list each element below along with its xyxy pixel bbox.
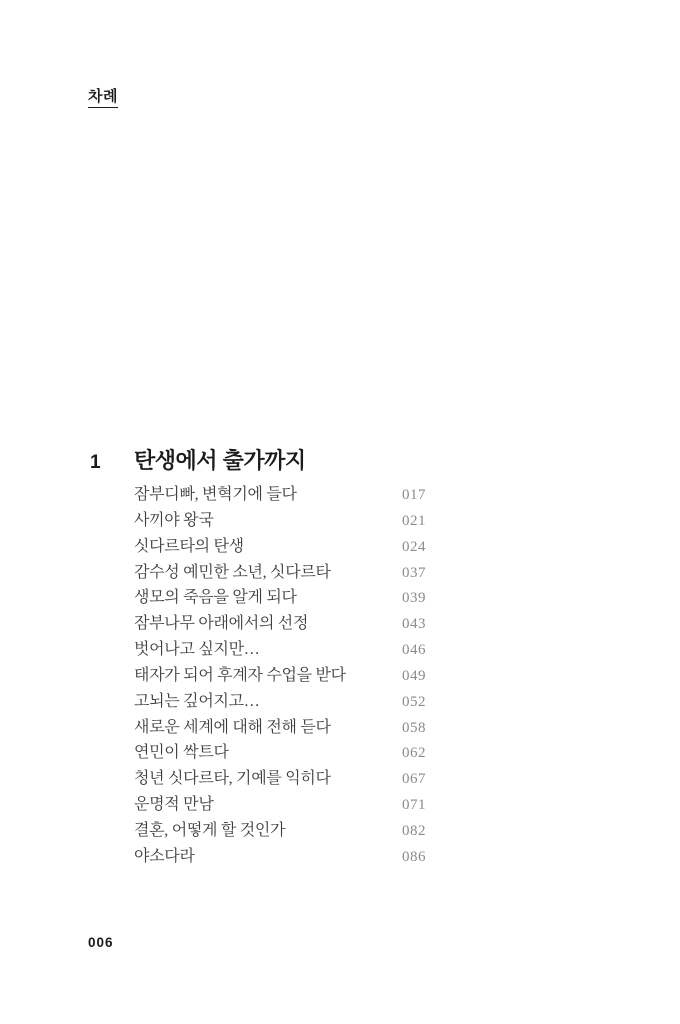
entry-title: 싯다르타의 탄생 (134, 537, 244, 555)
toc-entry (134, 534, 426, 560)
toc-entry (134, 844, 426, 870)
entry-page-number: 082 (402, 822, 426, 839)
entry-page-number: 039 (402, 590, 426, 607)
toc-entry (134, 792, 426, 818)
entry-page-number: 046 (402, 642, 426, 659)
entry-title: 새로운 세계에 대해 전해 듣다 (134, 718, 331, 736)
entry-title: 야소다라 (134, 847, 195, 865)
toc-entry (134, 585, 426, 611)
entry-page-number: 058 (402, 719, 426, 736)
toc-entry (134, 818, 426, 844)
toc-entry (134, 766, 426, 792)
entry-title: 감수성 예민한 소년, 싯다르타 (134, 563, 331, 581)
toc-entry (134, 663, 426, 689)
entry-title: 잠부나무 아래에서의 선정 (134, 615, 309, 633)
entry-title: 생모의 죽음을 알게 되다 (134, 589, 297, 607)
entry-title: 잠부디빠, 변혁기에 들다 (134, 486, 297, 503)
entry-page-number: 037 (402, 564, 426, 581)
toc-entry (134, 689, 426, 715)
toc-entry (134, 740, 426, 766)
entry-page-number: 086 (402, 848, 426, 865)
entry-page-number: 067 (402, 771, 426, 788)
chapter-title: 탄생에서 출가까지 (134, 448, 306, 473)
chapter-number: 1 (90, 452, 101, 473)
toc-entry (134, 637, 426, 663)
chapter-heading (90, 444, 306, 475)
toc-label: 차례 (88, 88, 118, 108)
entry-title: 결혼, 어떻게 할 것인가 (134, 821, 286, 839)
toc-entry (134, 560, 426, 586)
entry-title: 고뇌는 깊어지고… (134, 692, 260, 710)
entry-page-number: 021 (402, 512, 426, 529)
toc-entry (134, 715, 426, 741)
entry-title: 태자가 되어 후계자 수업을 받다 (134, 666, 346, 684)
entry-title: 사끼야 왕국 (134, 511, 214, 529)
entry-page-number: 017 (402, 487, 426, 503)
entry-page-number: 062 (402, 745, 426, 762)
toc-entry (134, 611, 426, 637)
entry-title: 청년 싯다르타, 기예를 익히다 (134, 770, 331, 788)
entry-page-number: 024 (402, 538, 426, 555)
page-folio: 006 (88, 935, 114, 950)
entry-page-number: 052 (402, 693, 426, 710)
entry-page-number: 043 (402, 616, 426, 633)
entry-title: 운명적 만남 (134, 796, 214, 814)
toc-list (134, 482, 426, 870)
entry-page-number: 049 (402, 667, 426, 684)
entry-page-number: 071 (402, 797, 426, 814)
entry-title: 벗어나고 싶지만… (134, 641, 260, 659)
toc-entry (134, 508, 426, 534)
toc-entry (134, 482, 426, 508)
entry-title: 연민이 싹트다 (134, 744, 229, 762)
